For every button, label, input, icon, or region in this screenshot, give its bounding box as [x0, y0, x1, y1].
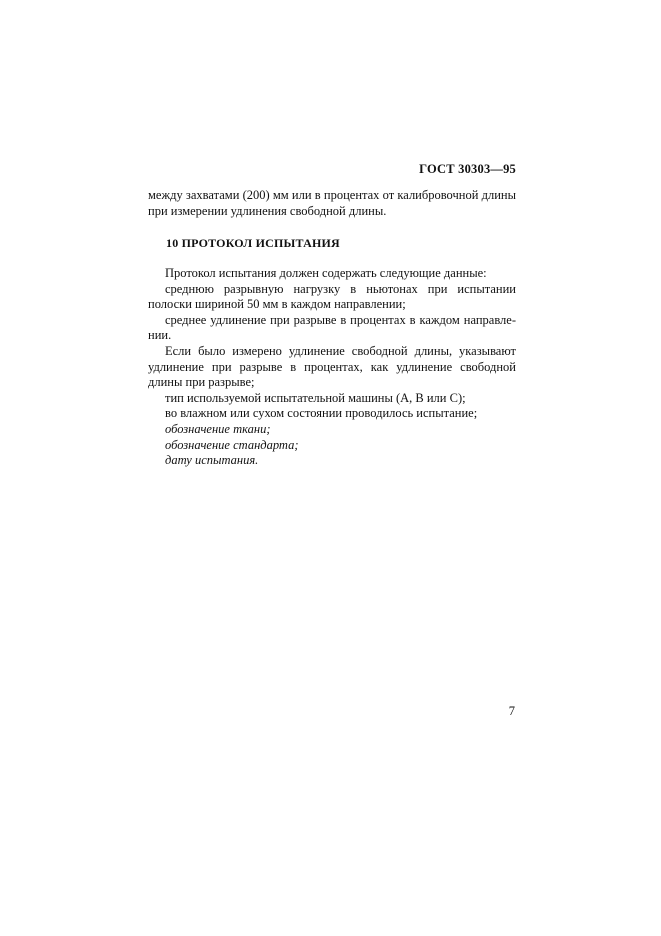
list-item: среднюю разрывную нагрузку в ньютонах при испытании полоски шириной 50 мм в каждом направлении; [148, 281, 516, 312]
list-item: обозначение ткани; [165, 421, 271, 436]
paragraph: Протокол испытания должен содержать следующие данные: [165, 266, 487, 280]
page-number: 7 [508, 704, 515, 718]
paragraph: Если было измерено удлинение свободной длины, указывают удлинение при разрыве в процентах, как удлинение свободной длины при разрыве; [148, 343, 516, 390]
list-item: тип используемой испытательной машины (А, В или С); [165, 390, 466, 405]
list-item: во влажном или сухом состоянии проводилось испытание; [165, 406, 478, 421]
paragraph-text: между захватами (200) мм или в процентах от калибровочной длины при измерении удлинения свободной длины. [148, 188, 516, 218]
list-item: дату испытания. [165, 453, 259, 468]
continued-paragraph [148, 188, 516, 219]
section-title: 10 ПРОТОКОЛ ИСПЫТАНИЯ [166, 236, 340, 250]
list-item: обозначение стандарта; [165, 437, 299, 452]
document-code-header: ГОСТ 30303—95 [419, 162, 516, 176]
list-item: среднее удлинение при разрыве в процентах в каждом направле-нии. [148, 312, 516, 343]
section-body [148, 266, 516, 469]
